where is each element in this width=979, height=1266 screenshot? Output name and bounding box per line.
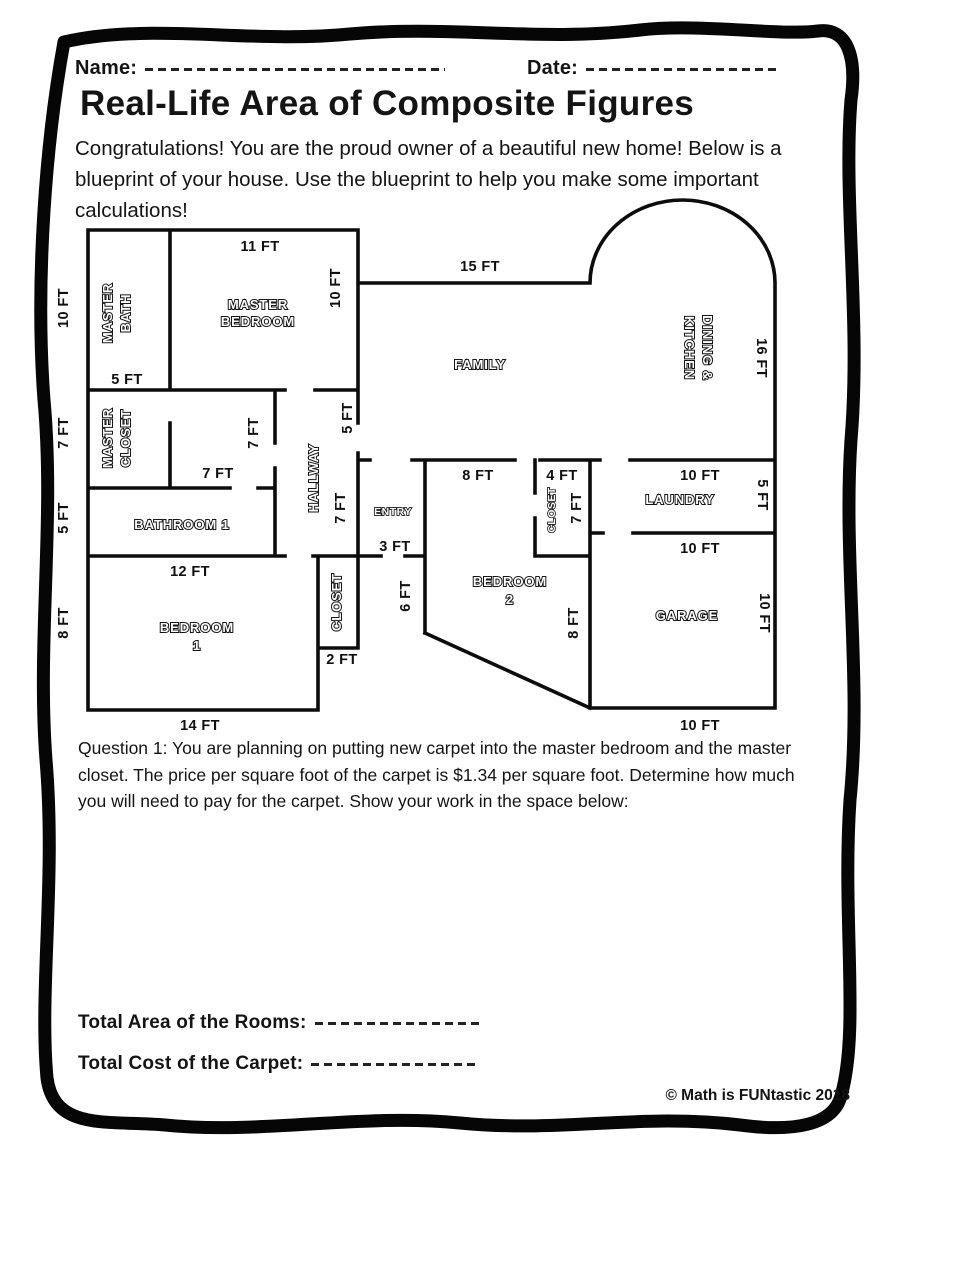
room-label-laundry: LAUNDRY	[645, 492, 715, 507]
room-label-closet1: CLOSET	[329, 572, 344, 632]
dim-master-bedroom-top: 11 FT	[240, 239, 280, 255]
room-label-master-bedroom-line1: MASTER	[227, 297, 289, 312]
room-label-bedroom1-line1: BEDROOM	[159, 620, 235, 635]
dim-master-bath-left: 10 FT	[56, 288, 72, 328]
dim-bedroom1-bottom: 14 FT	[180, 718, 220, 734]
date-label: Date:	[527, 57, 579, 79]
dim-closet2-width: 4 FT	[546, 468, 578, 484]
name-label: Name:	[75, 57, 138, 79]
room-label-garage: GARAGE	[655, 608, 719, 623]
dim-landing-width: 7 FT	[202, 466, 234, 482]
dim-kitchen-right: 16 FT	[753, 338, 769, 378]
dim-laundry-right: 5 FT	[754, 479, 770, 511]
room-label-master-bedroom-line2: BEDROOM	[220, 314, 296, 329]
dim-laundry-width: 10 FT	[680, 468, 720, 484]
dim-entry-side: 6 FT	[398, 580, 414, 612]
total-area-blank[interactable]	[315, 1022, 483, 1025]
room-label-master-bath-line1: MASTER	[100, 282, 115, 344]
room-label-closet2: CLOSET	[546, 487, 558, 533]
total-area-row	[78, 1012, 483, 1034]
date-row	[527, 57, 776, 80]
question-text: Question 1: You are planning on putting new carpet into the master bedroom and the master closet. The price per square foot of the carpet is $1.34 per square foot. Determine how much you will need to pay for the carpet. Show your work in the space below:	[78, 738, 795, 812]
house-blueprint	[55, 198, 785, 743]
dim-closet1-width: 2 FT	[326, 652, 358, 668]
room-label-master-bath-line2: BATH	[118, 293, 133, 333]
room-label-family: FAMILY	[454, 357, 506, 372]
name-row	[75, 57, 445, 80]
room-label-entry: ENTRY	[374, 506, 412, 518]
dim-bedroom1-left: 8 FT	[56, 607, 72, 639]
total-cost-row	[78, 1053, 479, 1075]
dim-family-left-lower: 7 FT	[333, 492, 349, 524]
date-blank[interactable]	[586, 68, 776, 71]
dim-closet2-height: 7 FT	[569, 492, 585, 524]
name-blank[interactable]	[145, 68, 445, 71]
room-label-bedroom2-line1: BEDROOM	[472, 574, 548, 589]
room-label-bedroom1-line2: 1	[192, 638, 202, 653]
intro-text: Congratulations! You are the proud owner of a beautiful new home! Below is a blueprint of your house. Use the blueprint to help you make some important calculations!	[75, 137, 782, 222]
room-label-master-closet-line2: CLOSET	[118, 408, 133, 468]
dim-family-top: 15 FT	[460, 259, 500, 275]
room-label-hallway: HALLWAY	[306, 443, 321, 513]
dim-master-bedroom-right: 10 FT	[328, 268, 344, 308]
dim-garage-bottom: 10 FT	[680, 718, 720, 734]
dim-bedroom2-right: 8 FT	[566, 607, 582, 639]
dim-master-closet-left: 7 FT	[56, 417, 72, 449]
dim-entry-bottom: 3 FT	[379, 539, 411, 555]
dim-bathroom1-left: 5 FT	[56, 502, 72, 534]
room-label-master-closet-line1: MASTER	[100, 407, 115, 469]
dim-family-left-upper: 5 FT	[340, 402, 356, 434]
page-title: Real-Life Area of Composite Figures	[80, 84, 695, 123]
dim-bedroom2-top: 8 FT	[462, 468, 494, 484]
room-label-dining-kitchen-line1: DINING &	[700, 315, 715, 381]
total-cost-blank[interactable]	[311, 1063, 479, 1066]
dim-master-closet-width: 5 FT	[111, 372, 143, 388]
room-label-bedroom2-line2: 2	[505, 592, 515, 607]
dim-hallway-left: 7 FT	[246, 417, 262, 449]
total-cost-label: Total Cost of the Carpet:	[78, 1053, 304, 1074]
total-area-label: Total Area of the Rooms:	[78, 1012, 307, 1033]
dim-bathroom1-bottom: 12 FT	[170, 564, 210, 580]
room-label-dining-kitchen-line2: KITCHEN	[682, 315, 697, 381]
copyright-text: © Math is FUNtastic 2018	[665, 1087, 850, 1104]
dim-garage-right: 10 FT	[756, 593, 772, 633]
room-label-bathroom1: BATHROOM 1	[134, 517, 230, 532]
dim-garage-top: 10 FT	[680, 541, 720, 557]
